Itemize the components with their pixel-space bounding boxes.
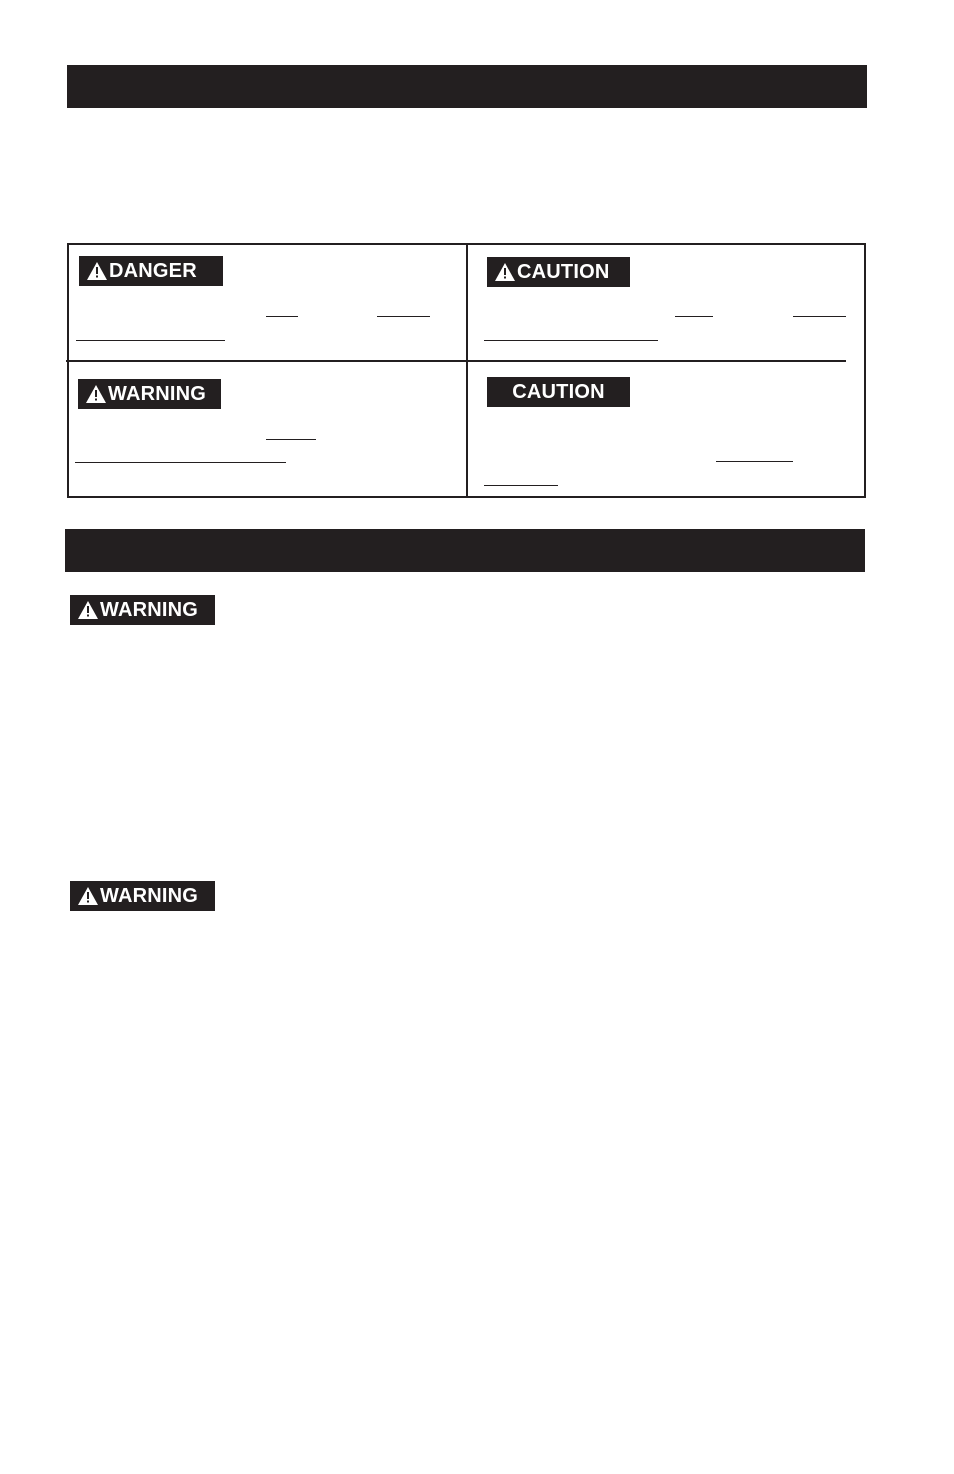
section-header-bar-middle: [65, 529, 865, 572]
danger-signal-label: [79, 256, 223, 286]
caution-signal-label: [487, 257, 630, 287]
warning-signal-label-section-1: [70, 595, 215, 625]
table-column-divider: [466, 244, 468, 497]
caution-underline-3: [484, 340, 658, 341]
danger-underline-1: [266, 316, 298, 317]
caution-underline-2: [793, 316, 846, 317]
caution-nosymbol-underline-2: [484, 485, 558, 486]
warning-underline-2: [75, 462, 286, 463]
warning-signal-text-section-1: WARNING: [100, 599, 199, 621]
danger-underline-3: [76, 340, 225, 341]
warning-triangle-icon: [495, 263, 515, 281]
danger-signal-text: DANGER: [109, 260, 197, 282]
caution-signal-text: CAUTION: [517, 261, 610, 283]
caution-nosymbol-underline-1: [716, 461, 793, 462]
warning-triangle-icon: [87, 262, 107, 280]
warning-triangle-icon: [86, 385, 106, 403]
warning-underline-1: [266, 439, 316, 440]
caution-nosymbol-signal-label: [487, 377, 630, 407]
caution-underline-1: [675, 316, 713, 317]
warning-triangle-icon: [78, 601, 98, 619]
warning-triangle-icon: [78, 887, 98, 905]
warning-signal-label-section-2: [70, 881, 215, 911]
danger-underline-2: [377, 316, 430, 317]
warning-signal-label: [78, 379, 221, 409]
caution-nosymbol-signal-text: CAUTION: [512, 381, 605, 403]
warning-signal-text: WARNING: [108, 383, 207, 405]
section-header-bar-top: [67, 65, 867, 108]
warning-signal-text-section-2: WARNING: [100, 885, 199, 907]
table-row-divider: [66, 360, 846, 362]
